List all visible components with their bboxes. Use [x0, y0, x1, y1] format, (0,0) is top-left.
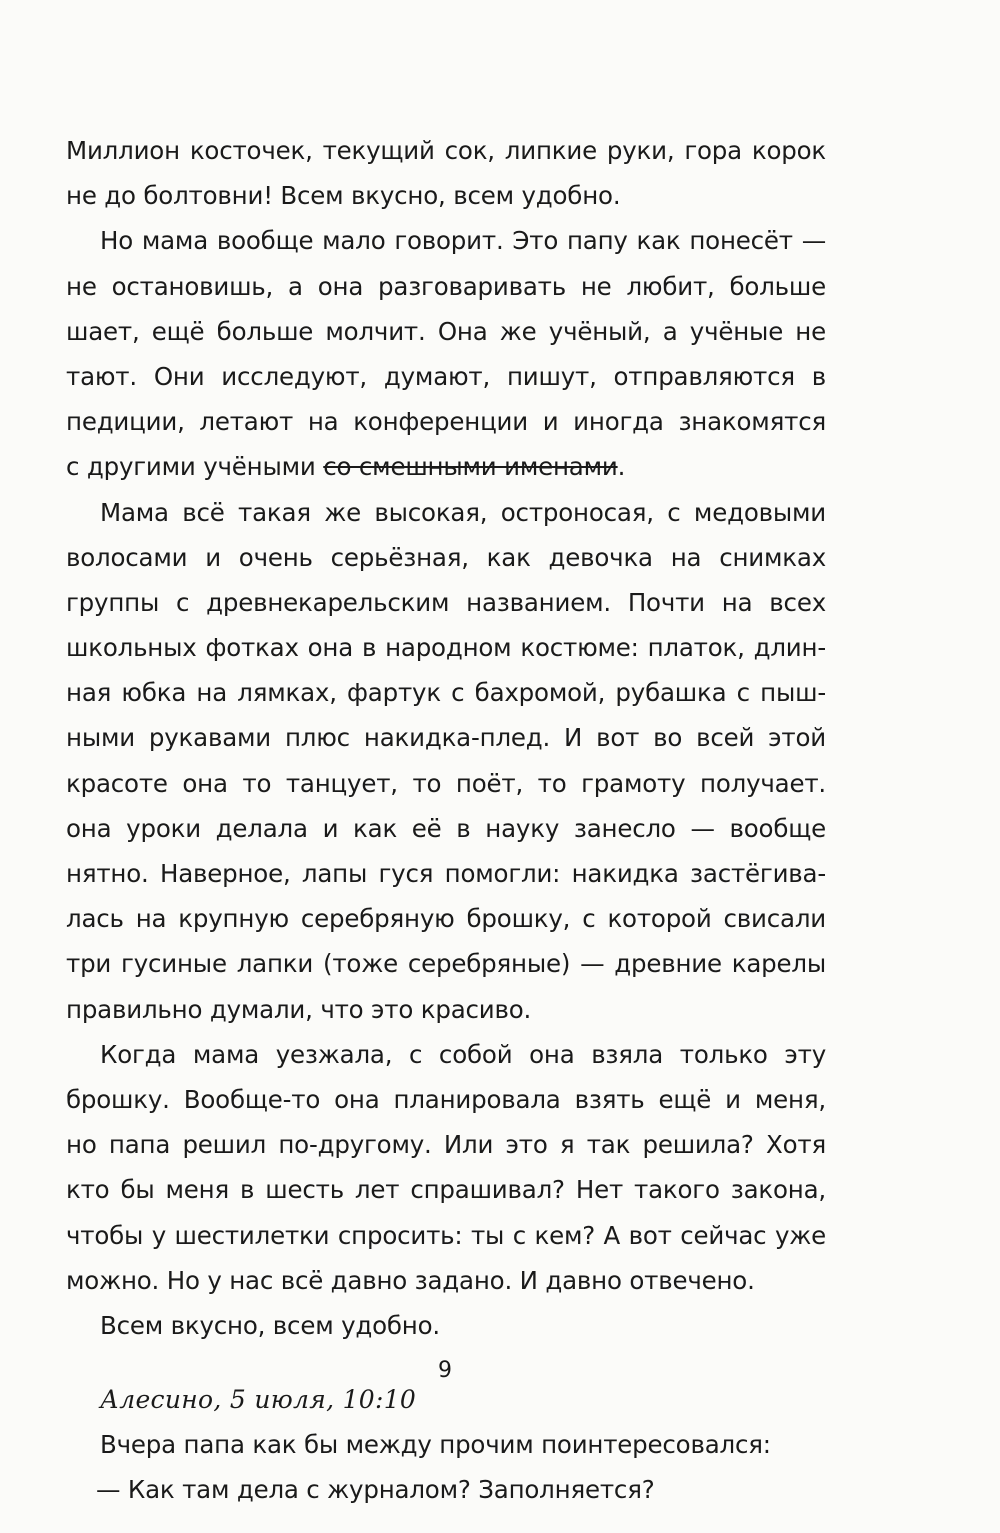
text-fragment: .	[617, 452, 626, 482]
text-line: не до болтовни! Всем вкусно, всем удобно.	[66, 181, 621, 211]
page-number: 9	[438, 1358, 452, 1383]
text-line: нятно. Наверное, лапы гуся помогли: накидка застёгива-	[66, 859, 826, 888]
struck-text: со смешными именами	[323, 452, 618, 482]
text-line: красоте она то танцует, то поёт, то грамоту получает.	[66, 768, 826, 798]
text-line: кто бы меня в шесть лет спрашивал? Нет такого закона,	[66, 1175, 826, 1205]
text-line: Мама всё такая же высокая, остроносая, с медовыми	[100, 497, 826, 527]
text-line: Когда мама уезжала, с собой она взяла только эту	[100, 1039, 826, 1069]
text-line: педиции, летают на конференции и иногда знакомятся	[66, 407, 826, 437]
text-line: можно. Но у нас всё давно задано. И давно отвечено.	[66, 1265, 755, 1295]
text-line: чтобы у шестилетки спросить: ты с кем? А вот сейчас уже	[66, 1220, 826, 1250]
text-line: волосами и очень серьёзная, как девочка на снимках	[66, 542, 826, 572]
text-line: ная юбка на лямках, фартук с бахромой, рубашка с пыш-	[66, 678, 826, 708]
entry-heading: Алесино, 5 июля, 10:10	[100, 1385, 417, 1415]
text-line: Вчера папа как бы между прочим поинтересовался:	[100, 1430, 771, 1460]
text-line: школьных фотках она в народном костюме: платок, длин-	[66, 633, 826, 663]
text-line: но папа решил по-другому. Или это я так решила? Хотя	[66, 1130, 826, 1160]
text-line: не остановишь, а она разговаривать не любит, больше	[66, 271, 826, 301]
text-line: правильно думали, что это красиво.	[66, 994, 532, 1024]
text-line: она уроки делала и как её в науку занесло — вообще	[66, 813, 826, 843]
text-line: группы с древнекарельским названием. Почти на всех	[66, 587, 826, 617]
body-text	[66, 128, 826, 1513]
text-line	[66, 444, 826, 489]
text-line: тают. Они исследуют, думают, пишут, отправляются в	[66, 361, 826, 391]
dialogue-line: — Как там дела с журналом? Заполняется?	[96, 1475, 655, 1505]
text-line: брошку. Вообще-то она планировала взять ещё и меня,	[66, 1084, 826, 1114]
text-line: шает, ещё больше молчит. Она же учёный, а учёные не	[66, 316, 826, 346]
text-line: Всем вкусно, всем удобно.	[100, 1310, 440, 1340]
text-line: лась на крупную серебряную брошку, с которой свисали	[66, 904, 826, 934]
text-line: Миллион косточек, текущий сок, липкие руки, гора корок	[66, 136, 826, 165]
text-line: Но мама вообще мало говорит. Это папу как понесёт —	[100, 226, 826, 256]
text-fragment: с другими учёными	[66, 452, 324, 482]
text-line: ными рукавами плюс накидка-плед. И вот во всей этой	[66, 723, 826, 753]
text-line: три гусиные лапки (тоже серебряные) — древние карелы	[66, 949, 826, 979]
